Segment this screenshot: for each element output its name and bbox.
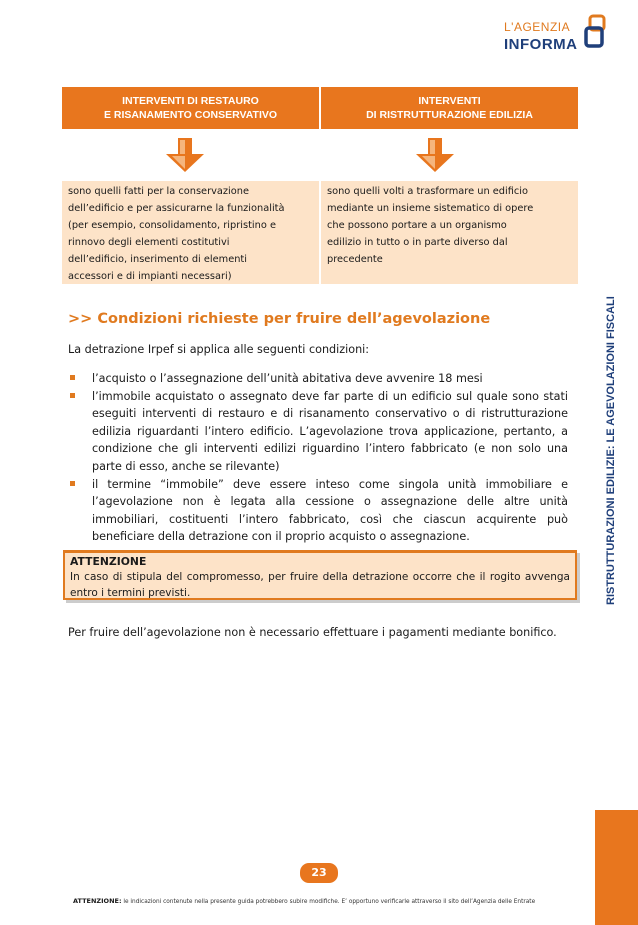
section-intro: La detrazione Irpef si applica alle seguenti condizioni: xyxy=(68,343,370,356)
attention-text: In caso di stipula del compromesso, per fruire della detrazione occorre che il rogito avvenga entro i termini previsti. xyxy=(70,571,570,599)
footer-note xyxy=(73,897,535,905)
bonifico-paragraph: Per fruire dell’agevolazione non è necessario effettuare i pagamenti mediante bonifico. xyxy=(68,626,557,639)
header-restauro xyxy=(62,87,319,129)
list-item: l’acquisto o l’assegnazione dell’unità abitativa deve avvenire 18 mesi xyxy=(68,370,568,388)
desc-line: precedente xyxy=(327,254,383,265)
page-number: 23 xyxy=(300,863,338,883)
desc-restauro xyxy=(62,181,319,284)
section-title: >> Condizioni richieste per fruire dell’agevolazione xyxy=(68,311,491,327)
desc-line: accessori e di impianti necessari) xyxy=(68,271,232,282)
attention-title: ATTENZIONE xyxy=(70,555,147,568)
attention-box xyxy=(63,550,577,600)
table-header-row xyxy=(62,87,578,129)
header-restauro-line2: E RISANAMENTO CONSERVATIVO xyxy=(103,109,278,121)
desc-line: (per esempio, consolidamento, ripristino e xyxy=(68,220,277,231)
side-accent-block xyxy=(595,810,638,925)
logo-line2: INFORMA xyxy=(504,36,578,53)
desc-line: edilizio in tutto o in parte diverso dal xyxy=(327,237,508,248)
down-arrow-icon xyxy=(164,138,206,174)
desc-ristrutturazione xyxy=(319,181,578,284)
list-item: l’immobile acquistato o assegnato deve far parte di un edificio sul quale sono stati eseguiti interventi di restauro e di risanamento conservativo o di ristrutturazione edilizia riguardanti l’intero edificio. L’agevolazione trova applicazione, pertanto, a condizione che gli interventi edilizi riguardino l’intero fabbricato (e non solo una parte di esso, anche se rilevante) xyxy=(68,388,568,476)
header-ristrutturazione-line1: INTERVENTI xyxy=(418,95,481,107)
logo-mark-icon xyxy=(584,14,608,50)
desc-line: dell’edificio, inserimento di elementi xyxy=(68,254,247,265)
desc-line: sono quelli volti a trasformare un edificio xyxy=(327,186,529,197)
header-ristrutturazione xyxy=(319,87,578,129)
header-ristrutturazione-line2: DI RISTRUTTURAZIONE EDILIZIA xyxy=(366,109,533,121)
desc-line: mediante un insieme sistematico di opere xyxy=(327,203,534,214)
conditions-list xyxy=(68,370,568,546)
desc-line: che possono portare a un organismo xyxy=(327,220,507,231)
table-description-row xyxy=(62,181,578,284)
down-arrow-icon xyxy=(414,138,456,174)
footer-text: le indicazioni contenute nella presente guida potrebbero subire modifiche. E’ opportuno verificarle attraverso il sito dell’Agenzia delle Entrate xyxy=(123,899,536,905)
header-restauro-line1: INTERVENTI DI RESTAURO xyxy=(122,95,259,107)
desc-line: rinnovo degli elementi costitutivi xyxy=(68,237,230,248)
desc-line: dell’edificio e per assicurarne la funzionalità xyxy=(68,203,285,214)
side-section-title: RISTRUTTURAZIONI EDILIZIE: LE AGEVOLAZIONI FISCALI xyxy=(605,296,617,605)
agenzia-informa-logo xyxy=(500,14,610,64)
list-item: il termine “immobile” deve essere inteso come singola unità immobiliare e l’agevolazione non è legata alla cessione o assegnazione delle altre unità immobiliari, costituenti l’intero fabbricato, così che ciascun acquirente può beneficiare della detrazione con il proprio acquisto o assegnazione. xyxy=(68,476,568,546)
footer-label: ATTENZIONE: xyxy=(73,897,122,905)
desc-line: sono quelli fatti per la conservazione xyxy=(68,186,249,197)
logo-line1: L'AGENZIA xyxy=(504,20,571,34)
